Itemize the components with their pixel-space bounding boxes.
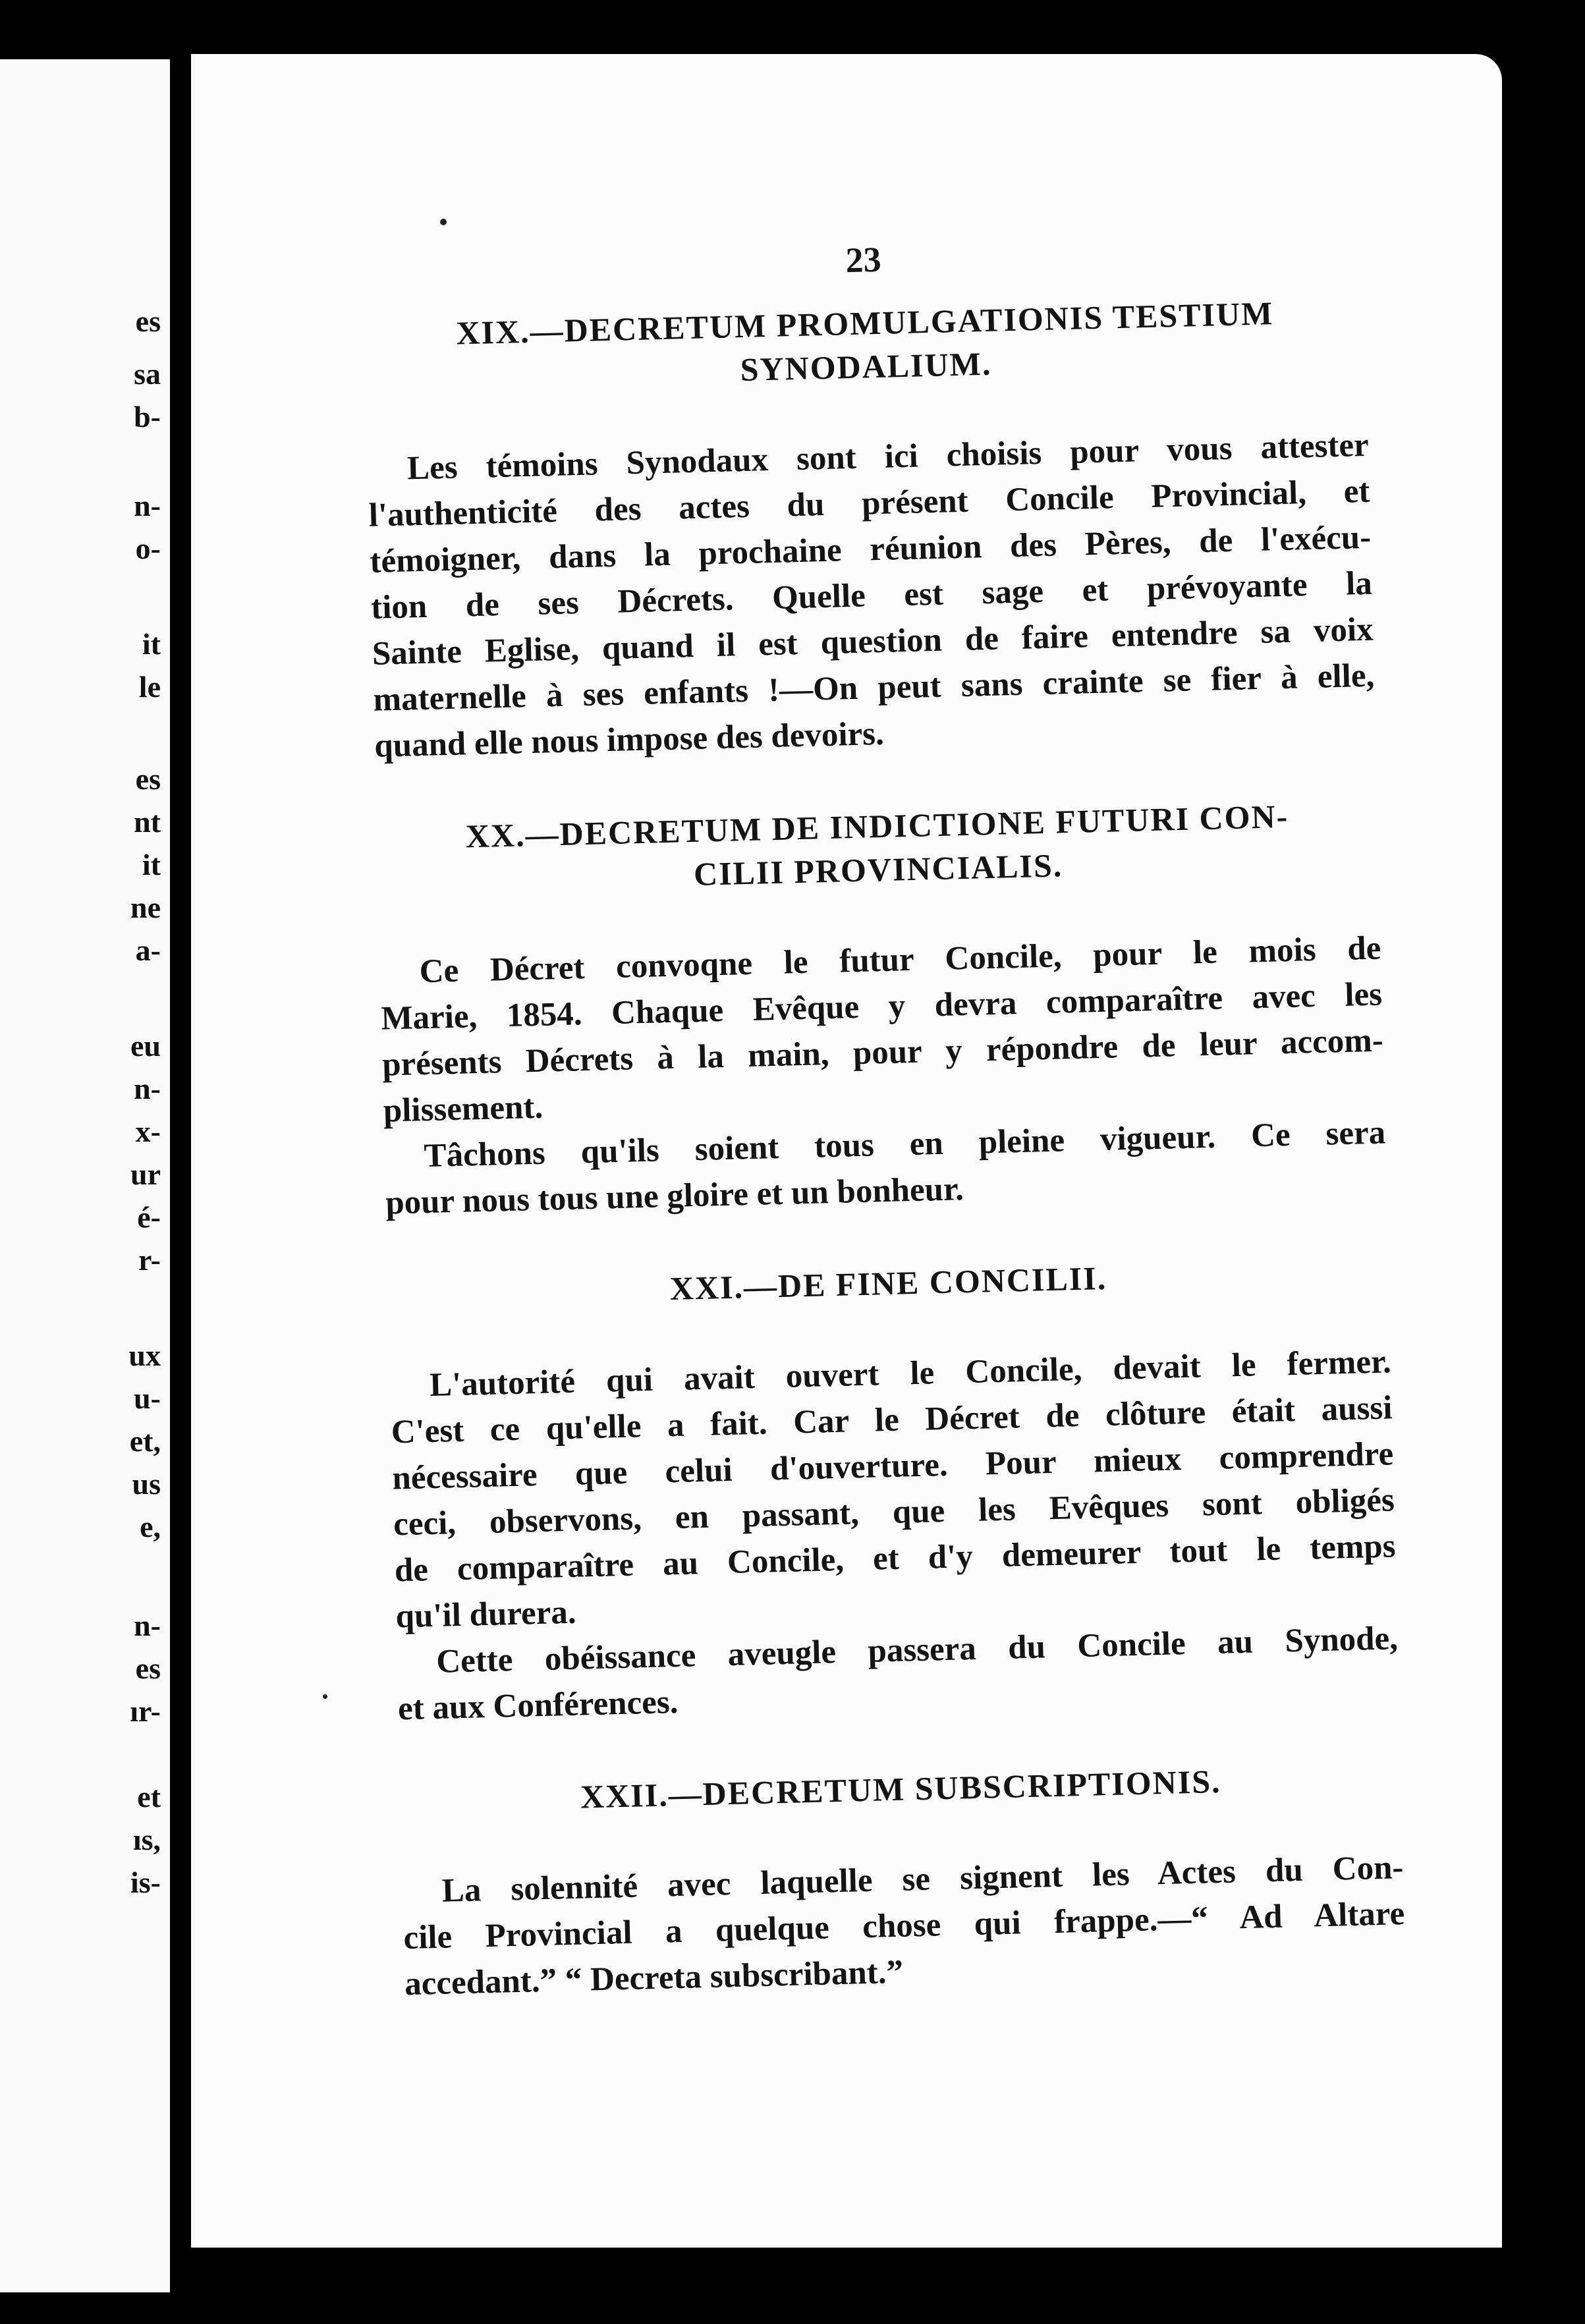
text-line: tion de ses Décrets. Quelle est sage et prévoyante la — [370, 565, 1373, 626]
heading-line: XXII.—DECRETUM SUBSCRIPTIONIS. — [580, 1762, 1222, 1815]
facing-page-word-fragment: ır- — [130, 1694, 161, 1728]
speck-dot — [323, 1694, 327, 1699]
facing-page-word-fragment: ne — [130, 891, 161, 924]
text-line: pour nous tous une gloire et un bonheur. — [385, 1171, 964, 1222]
heading-line: CILII PROVINCIALIS. — [693, 846, 1063, 893]
heading-line: XIX.—DECRETUM PROMULGATIONIS TESTIUM — [455, 294, 1274, 352]
text-line: L'autorité qui avait ouvert le Concile, devait le fermer. — [429, 1343, 1392, 1404]
decree-section — [364, 289, 1376, 769]
facing-page-word-fragment: is- — [130, 1866, 161, 1899]
heading-line: XX.—DECRETUM DE INDICTIONE FUTURI CON- — [465, 797, 1289, 855]
facing-page-word-fragment: es — [135, 762, 161, 796]
paragraph — [402, 1844, 1406, 2007]
text-line: cile Provincial a quelque chose qui frappe.—“ Ad Altare — [403, 1895, 1405, 1957]
text-line: accedant.” “ Decreta subscribant.” — [404, 1953, 904, 2003]
text-line: et aux Conférences. — [397, 1683, 679, 1728]
facing-page-word-fragment: e, — [140, 1510, 161, 1543]
facing-page-word-fragment: es — [135, 304, 161, 338]
facing-page-fragment — [0, 59, 170, 2292]
text-line: maternelle à ses enfants !—On peut sans crainte se fier à elle, — [372, 657, 1375, 719]
facing-page-word-fragment: n- — [134, 1072, 161, 1105]
text-line: Sainte Eglise, quand il est question de faire entendre sa voix — [372, 611, 1374, 673]
facing-page-word-fragment: it — [142, 627, 161, 661]
text-line: Marie, 1854. Chaque Evêque y devra comparaître avec les — [380, 976, 1383, 1038]
text-line: présents Décrets à la main, pour y répondre de leur accom- — [381, 1022, 1384, 1084]
section-heading — [400, 1755, 1402, 1823]
text-line: plissement. — [383, 1088, 543, 1130]
facing-page-word-fragment: et, — [129, 1424, 161, 1458]
book-page — [191, 54, 1502, 2248]
text-line: La solennité avec laquelle se signent les Actes du Con- — [441, 1849, 1404, 1910]
facing-page-word-fragment: u- — [134, 1381, 161, 1415]
facing-page-word-fragment: n- — [134, 489, 161, 522]
text-line: C'est ce qu'elle a fait. Car le Décret de clôture était aussi — [391, 1389, 1393, 1451]
paragraph — [389, 1339, 1397, 1640]
text-line: Cette obéissance aveugle passera du Concile au Synode, — [435, 1620, 1399, 1680]
facing-page-word-fragment: ux — [128, 1339, 161, 1372]
heading-line: SYNODALIUM. — [739, 345, 992, 389]
text-line: témoigner, dans la prochaine réunion des Pères, de l'exécu- — [369, 518, 1372, 580]
facing-page-word-fragment: eu — [130, 1029, 161, 1063]
facing-page-word-fragment: it — [142, 848, 161, 881]
section-heading — [376, 792, 1379, 904]
facing-page-word-fragment: sa — [134, 357, 161, 391]
decree-section — [400, 1755, 1406, 2007]
text-line: Ce Décret convoqne le futur Concile, pour le mois de — [419, 929, 1381, 991]
facing-page-word-fragment: a- — [135, 933, 161, 967]
text-line: l'authenticité des actes du présent Concile Provincial, et — [368, 472, 1371, 534]
paragraph — [367, 422, 1376, 769]
facing-page-word-fragment: é- — [137, 1200, 161, 1234]
text-line: nécessaire que celui d'ouverture. Pour mieux comprendre — [391, 1435, 1394, 1497]
text-line: ceci, observons, en passant, que les Evêques sont obligés — [393, 1481, 1395, 1543]
text-line: Les témoins Synodaux sont ici choisis pour vous attester — [406, 426, 1370, 487]
facing-page-word-fragment: n- — [134, 1609, 161, 1642]
decree-section — [376, 792, 1387, 1227]
heading-line: XXI.—DE FINE CONCILII. — [669, 1259, 1107, 1308]
section-heading — [387, 1249, 1389, 1317]
text-line: quand elle nous impose des devoirs. — [374, 715, 885, 765]
decree-section — [387, 1249, 1400, 1732]
facing-page-word-fragment: x- — [135, 1115, 161, 1148]
sections-container — [364, 289, 1406, 2007]
facing-page-word-fragment: et — [137, 1780, 161, 1813]
paragraph — [379, 926, 1385, 1134]
facing-page-word-fragment: es — [135, 1651, 161, 1685]
facing-page-word-fragment: ur — [130, 1157, 161, 1191]
facing-page-word-fragment: o- — [135, 532, 161, 565]
facing-page-word-fragment: ıs, — [132, 1823, 161, 1856]
text-line: de comparaître au Concile, et d'y demeurer tout le temps — [394, 1528, 1397, 1590]
facing-page-word-fragment: us — [132, 1467, 161, 1501]
facing-page-word-fragment: r- — [138, 1243, 161, 1277]
text-line: qu'il durera. — [395, 1593, 577, 1636]
facing-page-word-fragment: nt — [134, 805, 161, 839]
speck-dot — [440, 219, 447, 225]
page-content — [362, 227, 1407, 2055]
book-gutter — [170, 53, 191, 2306]
facing-page-word-fragment: le — [138, 670, 161, 704]
text-line: Tâchons qu'ils soient tous en pleine vigueur. Ce sera — [423, 1114, 1386, 1175]
section-heading — [364, 289, 1367, 401]
page-number: 23 — [845, 239, 882, 281]
facing-page-word-fragment: b- — [134, 400, 161, 433]
